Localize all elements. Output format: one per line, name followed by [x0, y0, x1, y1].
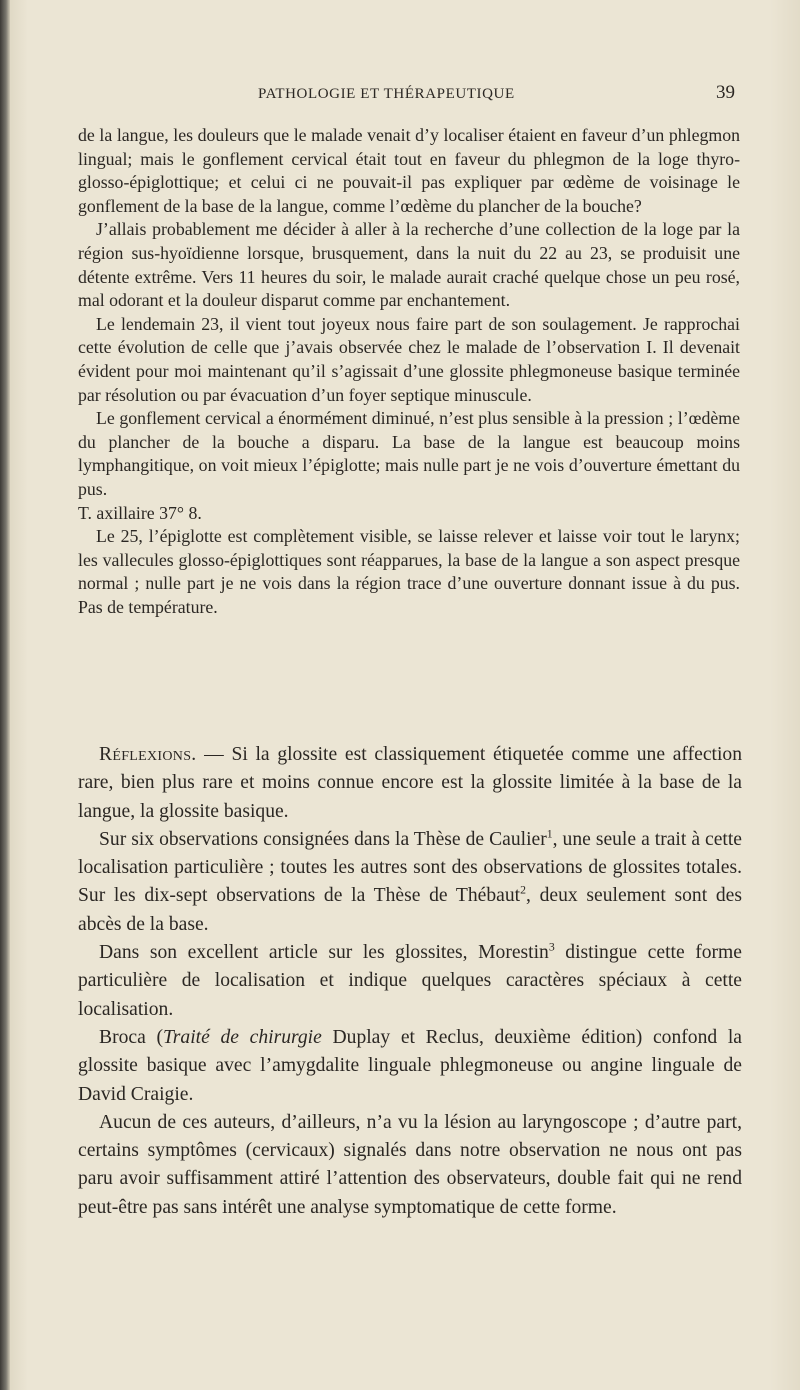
- page-number: 39: [716, 82, 735, 103]
- running-title: PATHOLOGIE ET THÉRAPEUTIQUE: [258, 86, 515, 102]
- reflexions-paragraph-3-text-a: Dans son excellent article sur les glossites, Morestin: [99, 942, 549, 964]
- reflexions-section: [78, 741, 742, 1222]
- page-binding-edge: [0, 0, 10, 1390]
- case-paragraph-3: Le lendemain 23, il vient tout joyeux nous faire part de son soulagement. Je rapprochai cette évolution de celle que j’avais observée chez le malade de l’observation I. Il devenait évident pour moi maintenant qu’il s’agissait d’une glossite phlegmoneuse basique terminée par résolution ou par évacuation d’un foyer septique minuscule.: [78, 313, 740, 405]
- case-paragraph-2: J’allais probablement me décider à aller à la recherche d’une collection de la loge par la région sus-hyoïdienne lorsque, brusquement, dans la nuit du 22 au 23, se produisit une détente extrême. Vers 11 heures du soir, le malade aurait craché quelque chose un peu rosé, mal odorant et la douleur disparut comme par enchantement.: [78, 219, 740, 311]
- footnote-ref-3: 3: [548, 940, 555, 954]
- reflexions-paragraph-4-text-b: Duplay et Reclus, deuxième édition) confond la glossite basique avec l’amygdalite linguale phlegmoneuse ou angine linguale de David Craigie.: [78, 1026, 742, 1105]
- reflexions-paragraph-1: [78, 741, 742, 826]
- reflexions-paragraph-2-text-c: , deux seulement sont des abcès de la base.: [78, 885, 742, 935]
- case-report-section: [78, 124, 740, 619]
- case-paragraph-6: Le 25, l’épiglotte est complètement visible, se laisse relever et laisse voir tout le larynx; les vallecules glosso-épiglottiques sont réapparues, la base de la langue a son aspect presque normal ; nulle part je ne vois dans la région trace d’une ouverture donnant issue à du pus. Pas de température.: [78, 526, 740, 617]
- reflexions-paragraph-5: Aucun de ces auteurs, d’ailleurs, n’a vu la lésion au laryngoscope ; d’autre part, certains symptômes (cervicaux) signalés dans notre observation ne nous ont pas paru avoir suffisamment attiré l’attention des observateurs, double fait qui ne rend peut-être pas sans intérêt une analyse symptomatique de cette forme.: [78, 1111, 742, 1218]
- reflexions-paragraph-3-text-b: distingue cette forme particulière de localisation et indique quelques caractères spéciaux à cette localisation.: [78, 942, 742, 1020]
- book-title-italic: Traité de chirurgie: [162, 1026, 322, 1048]
- footnote-ref-1: 1: [546, 827, 553, 841]
- reflexions-paragraph-3: [78, 939, 742, 1024]
- case-paragraph-5: T. axillaire 37° 8.: [78, 502, 202, 523]
- reflexions-paragraph-4-text-a: Broca (: [99, 1026, 163, 1048]
- reflexions-paragraph-4: [78, 1024, 742, 1109]
- reflexions-paragraph-2-text-a: Sur six observations consignées dans la Thèse de Caulier: [99, 828, 547, 850]
- reflexions-heading: Réflexions.: [99, 744, 197, 765]
- footnote-ref-2: 2: [520, 883, 526, 897]
- reflexions-paragraph-1-text: — Si la glossite est classiquement étiquetée comme une affection rare, bien plus rare et moins connue encore est la glossite limitée à la base de la langue, la glossite basique.: [78, 744, 742, 822]
- reflexions-paragraph-2: [78, 826, 742, 939]
- case-paragraph-1: de la langue, les douleurs que le malade venait d’y localiser étaient en faveur d’un phlegmon lingual; mais le gonflement cervical était tout en faveur du phlegmon de la loge thyro-glosso-épiglottique; et celui ci ne pouvait-il pas expliquer par œdème de voisinage le gonflement de la base de la langue, comme l’œdème du plancher de la bouche?: [78, 125, 740, 216]
- page-header: [0, 82, 800, 112]
- reflexions-paragraph-2-text-b: , une seule a trait à cette localisation particulière ; toutes les autres sont des observations de glossites totales. Sur les dix-sept observations de la Thèse de Thébaut: [78, 828, 742, 907]
- case-paragraph-4: Le gonflement cervical a énormément diminué, n’est plus sensible à la pression ; l’œdème du plancher de la bouche a disparu. La base de la langue est beaucoup moins lymphangitique, on voit mieux l’épiglotte; mais nulle part je ne vois d’ouverture émettant du pus.: [78, 408, 740, 499]
